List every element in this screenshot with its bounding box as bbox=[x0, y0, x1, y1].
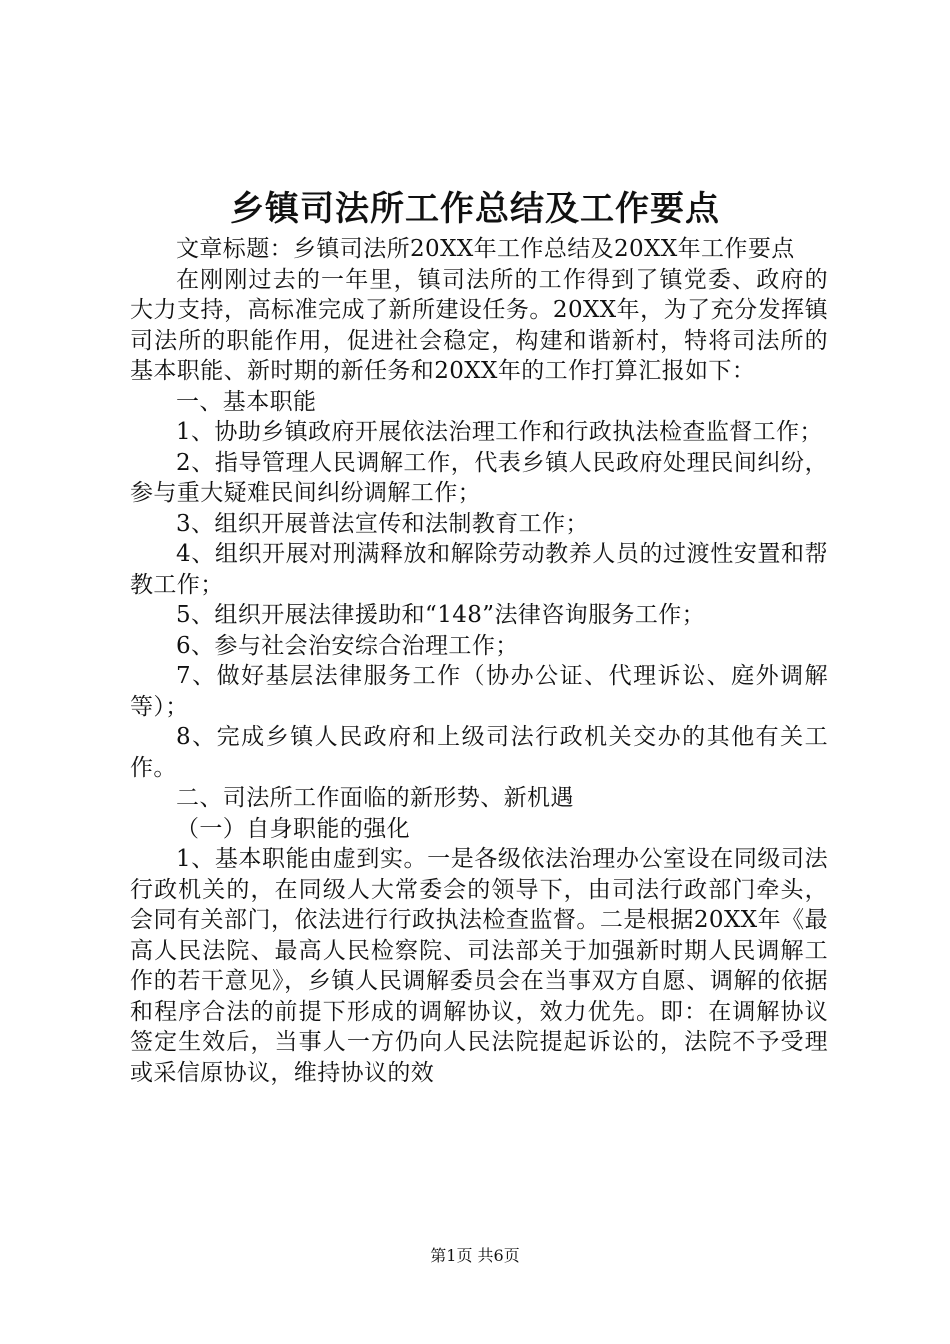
document-body bbox=[130, 234, 828, 1088]
page-footer: 第1页 共6页 bbox=[430, 1246, 520, 1265]
list-item: 4、组织开展对刑满释放和解除劳动教养人员的过渡性安置和帮教工作； bbox=[130, 541, 828, 598]
list-item: 6、参与社会治安综合治理工作； bbox=[176, 632, 519, 659]
paragraph: 文章标题：乡镇司法所20XX年工作总结及20XX年工作要点 bbox=[176, 236, 795, 262]
list-item: 1、协助乡镇政府开展依法治理工作和行政执法检查监督工作； bbox=[176, 419, 823, 445]
list-item: 8、完成乡镇人民政府和上级司法行政机关交办的其他有关工作。 bbox=[130, 724, 828, 781]
list-item: 7、做好基层法律服务工作（协办公证、代理诉讼、庭外调解等）； bbox=[130, 663, 828, 720]
list-item: 5、组织开展法律援助和“148”法律咨询服务工作； bbox=[176, 602, 706, 628]
paragraph: 在刚刚过去的一年里，镇司法所的工作得到了镇党委、政府的大力支持，高标准完成了新所建设任务。20XX年，为了充分发挥镇司法所的职能作用，促进社会稳定，构建和谐新村，特将司法所的基本职能、新时期的新任务和20XX年的工作打算汇报如下： bbox=[130, 266, 828, 384]
subsection-heading: （一）自身职能的强化 bbox=[176, 815, 410, 842]
list-item: 2、指导管理人民调解工作，代表乡镇人民政府处理民间纠纷，参与重大疑难民间纠纷调解工作； bbox=[130, 449, 828, 506]
paragraph: 1、基本职能由虚到实。一是各级依法治理办公室设在同级司法行政机关的，在同级人大常委会的领导下，由司法行政部门牵头，会同有关部门，依法进行行政执法检查监督。二是根据20XX年《最高人民法院、最高人民检察院、司法部关于加强新时期人民调解工作的若干意见》，乡镇人民调解委员会在当事双方自愿、调解的依据和程序合法的前提下形成的调解协议，效力优先。即：在调解协议签定生效后，当事人一方仍向人民法院提起诉讼的，法院不予受理或采信原协议，维持协议的效 bbox=[130, 846, 828, 1086]
section-heading: 一、基本职能 bbox=[176, 388, 317, 415]
list-item: 3、组织开展普法宣传和法制教育工作； bbox=[176, 510, 589, 537]
section-heading: 二、司法所工作面临的新形势、新机遇 bbox=[176, 785, 574, 811]
document-title: 乡镇司法所工作总结及工作要点 bbox=[230, 189, 720, 229]
